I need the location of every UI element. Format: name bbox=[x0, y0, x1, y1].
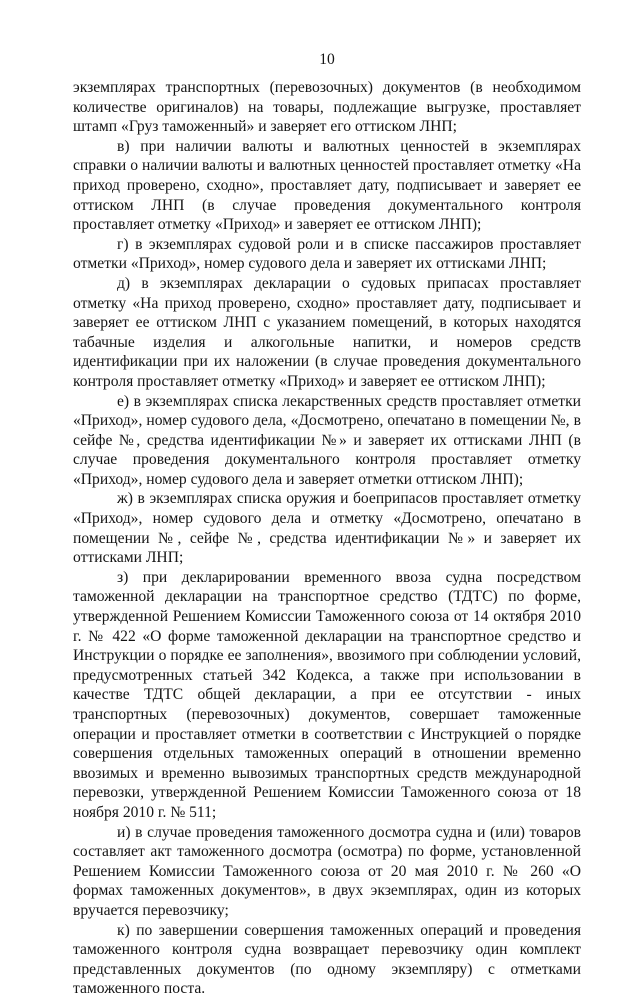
paragraph-item-g: г) в экземплярах судовой роли и в списке пассажиров проставляет отметки «Приход», номер судового дела и заверяет их оттисками ЛНП; bbox=[73, 235, 581, 273]
paragraph-item-zh: ж) в экземплярах списка оружия и боеприпасов проставляет отметку «Приход», номер судового дела и отметку «Досмотрено, опечатано в помещении №, сейфе №, средства идентификации №» и заверяет их оттисками ЛНП; bbox=[73, 490, 581, 567]
paragraph-item-z: з) при декларировании временного ввоза судна посредством таможенной декларации на транспортное средство (ТДТС) по форме, утвержденной Решением Комиссии Таможенного союза от 14 октября 2010 г. № 422 «О форме таможенной декларации на транспортное средство и Инструкции о порядке ее заполнения», ввозимого при соблюдении условий, предусмотренных статьей 342 Кодекса, а также при использовании в качестве ТДТС общей декларации, а при ее отсутствии - иных транспортных (перевозочных) документов, совершает таможенные операции и проставляет отметки в соответствии с Инструкцией о порядке совершения отдельных таможенных операций в отношении временно ввозимых и временно вывозимых транспортных средств международной перевозки, утвержденной Решением Комиссии Таможенного союза от 18 ноября 2010 г. № 511; bbox=[73, 568, 581, 821]
paragraph-item-v: в) при наличии валюты и валютных ценностей в экземплярах справки о наличии валюты и валютных ценностей проставляет отметку «На приход проверено, сходно», проставляет дату, подписывает и заверяет ее оттиском ЛНП (в случае проведения документального контроля проставляет отметку «Приход» и заверяет ее оттиском ЛНП); bbox=[73, 137, 581, 234]
paragraph-item-d: д) в экземплярах декларации о судовых припасах проставляет отметку «На приход проверено, сходно» проставляет дату, подписывает и заверяет ее оттиском ЛНП с указанием помещений, в которых находятся табачные изделия и алкогольные напитки, и номеров средств идентификации при их наложении (в случае проведения документального контроля проставляет отметку «Приход» и заверяет ее оттиском ЛНП); bbox=[73, 274, 581, 390]
paragraph-item-k: к) по завершении совершения таможенных операций и проведения таможенного контроля судна возвращает перевозчику один комплект представленных документов (по одному экземпляру) с отметками таможенного поста. bbox=[73, 921, 581, 998]
document-page bbox=[73, 50, 581, 999]
page-number: 10 bbox=[319, 51, 335, 68]
paragraph-item-i: и) в случае проведения таможенного досмотра судна и (или) товаров составляет акт таможенного досмотра (осмотра) по форме, установленной Решением Комиссии Таможенного союза от 20 мая 2010 г. № 260 «О формах таможенных документов», в двух экземплярах, один из которых вручается перевозчику; bbox=[73, 823, 581, 919]
paragraph-continuation: экземплярах транспортных (перевозочных) документов (в необходимом количестве оригиналов) на товары, подлежащие выгрузке, проставляет штамп «Груз таможенный» и заверяет его оттиском ЛНП; bbox=[73, 79, 581, 136]
paragraph-item-e: е) в экземплярах списка лекарственных средств проставляет отметки «Приход», номер судового дела, «Досмотрено, опечатано в помещении №, в сейфе №, средства идентификации №» и заверяет их оттисками ЛНП (в случае проведения документального контроля проставляет отметку «Приход», номер судового дела и заверяет отметки оттиском ЛНП); bbox=[73, 392, 581, 488]
